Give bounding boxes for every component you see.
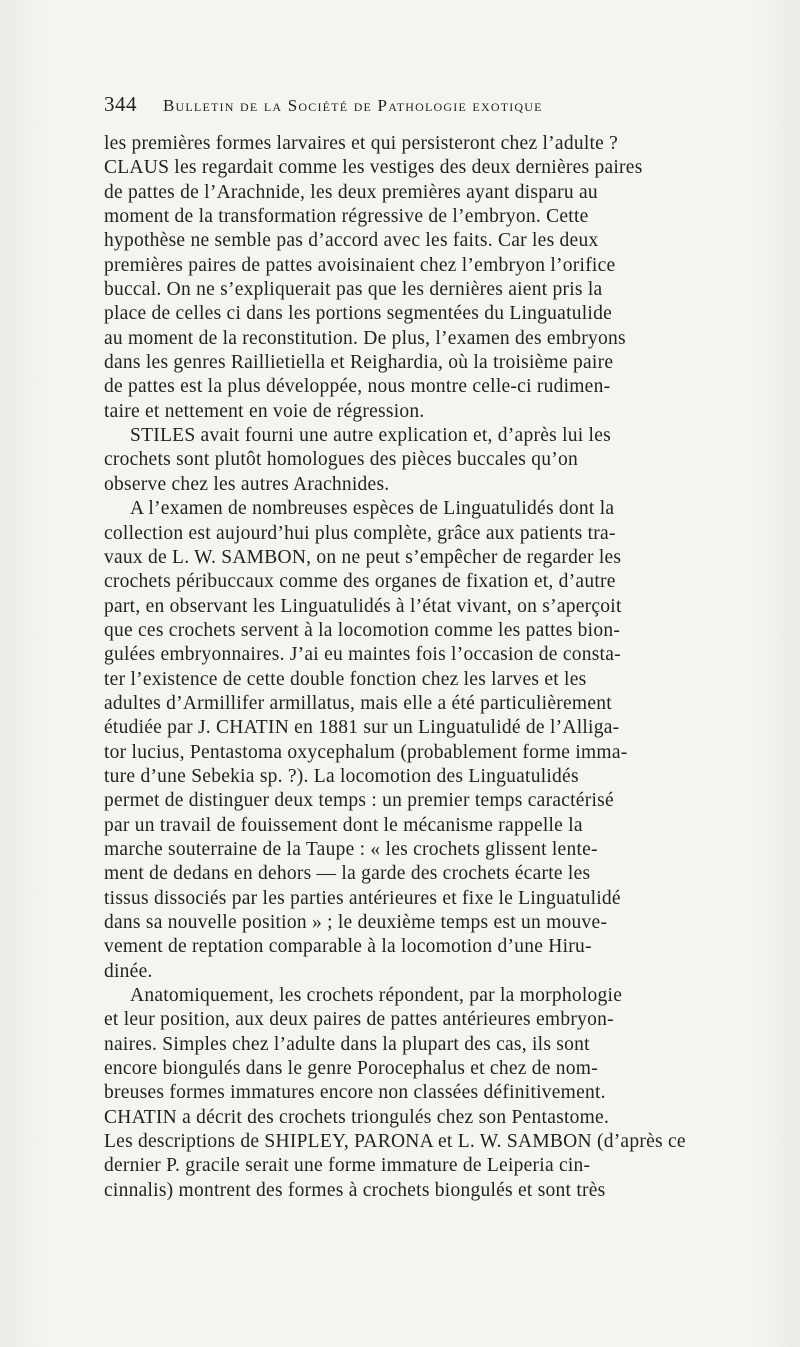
text-line: naires. Simples chez l’adulte dans la plupart des cas, ils sont	[104, 1033, 590, 1055]
body-text	[104, 132, 755, 1262]
text-line: gulées embryonnaires. J’ai eu maintes fois l’occasion de consta-	[104, 644, 621, 666]
text-line: taire et nettement en voie de régression.	[104, 400, 425, 422]
text-line: crochets sont plutôt homologues des pièces buccales qu’on	[104, 449, 579, 471]
text-line: crochets péribuccaux comme des organes de fixation et, d’autre	[104, 571, 616, 593]
text-line: CLAUS les regardait comme les vestiges des deux dernières paires	[104, 157, 643, 179]
text-line: encore biongulés dans le genre Porocephalus et chez de nom-	[104, 1058, 598, 1080]
text-line: vement de reptation comparable à la locomotion d’une Hiru-	[104, 936, 592, 958]
paragraph-examen	[104, 497, 755, 984]
page-header	[104, 92, 744, 126]
text-line: dernier P. gracile serait une forme immature de Leiperia cin-	[104, 1155, 591, 1177]
text-line: Les descriptions de SHIPLEY, PARONA et L. W. SAMBON (d’après ce	[104, 1131, 686, 1153]
text-line: ment de dedans en dehors — la garde des crochets écarte les	[104, 863, 591, 885]
text-line: place de celles ci dans les portions segmentées du Linguatulide	[104, 303, 612, 325]
text-line: par un travail de fouissement dont le mécanisme rappelle la	[104, 814, 583, 836]
text-line: hypothèse ne semble pas d’accord avec les faits. Car les deux	[104, 230, 599, 252]
text-line: tor lucius, Pentastoma oxycephalum (probablement forme imma-	[104, 741, 628, 763]
text-line: tissus dissociés par les parties antérieures et fixe le Linguatulidé	[104, 887, 621, 909]
text-line: que ces crochets servent à la locomotion comme les pattes bion-	[104, 619, 621, 641]
paragraph-anatomie	[104, 984, 755, 1203]
text-line: Anatomiquement, les crochets répondent, par la morphologie	[130, 985, 623, 1007]
text-line: ture d’une Sebekia sp. ?). La locomotion des Linguatulidés	[104, 765, 579, 787]
paragraph-claus	[104, 132, 755, 424]
text-line: collection est aujourd’hui plus complète, grâce aux patients tra-	[104, 522, 616, 544]
text-line: au moment de la reconstitution. De plus, l’examen des embryons	[104, 327, 626, 349]
text-line: ter l’existence de cette double fonction chez les larves et les	[104, 668, 587, 690]
text-line: de pattes est la plus développée, nous montre celle-ci rudimen-	[104, 376, 611, 398]
text-line: marche souterraine de la Taupe : « les crochets glissent lente-	[104, 838, 598, 860]
text-line: de pattes de l’Arachnide, les deux premières ayant disparu au	[104, 181, 598, 203]
text-line: et leur position, aux deux paires de pattes antérieures embryon-	[104, 1009, 614, 1031]
text-line: A l’examen de nombreuses espèces de Linguatulidés dont la	[130, 498, 615, 520]
text-line: dans les genres Raillietiella et Reighardia, où la troisième paire	[104, 352, 614, 374]
text-line: cinnalis) montrent des formes à crochets biongulés et sont très	[104, 1179, 606, 1201]
text-line: buccal. On ne s’expliquerait pas que les dernières aient pris la	[104, 279, 603, 301]
text-line: part, en observant les Linguatulidés à l’état vivant, on s’aperçoit	[104, 595, 622, 617]
text-line: vaux de L. W. SAMBON, on ne peut s’empêcher de regarder les	[104, 546, 622, 568]
text-line: adultes d’Armillifer armillatus, mais elle a été particulièrement	[104, 692, 612, 714]
running-title: Bulletin de la Société de Pathologie exotique	[163, 96, 543, 115]
text-line: dans sa nouvelle position » ; le deuxième temps est un mouve-	[104, 912, 608, 933]
text-line: étudiée par J. CHATIN en 1881 sur un Linguatulidé de l’Alliga-	[104, 717, 620, 739]
text-line: STILES avait fourni une autre explication et, d’après lui les	[130, 425, 611, 447]
text-line: observe chez les autres Arachnides.	[104, 473, 390, 495]
text-line: les premières formes larvaires et qui persisteront chez l’adulte ?	[104, 133, 619, 154]
paragraph-stiles	[104, 424, 755, 497]
text-line: premières paires de pattes avoisinaient chez l’embryon l’orifice	[104, 254, 616, 276]
text-line: CHATIN a décrit des crochets triongulés chez son Pentastome.	[104, 1106, 610, 1128]
text-line: permet de distinguer deux temps : un premier temps caractérisé	[104, 790, 614, 812]
page-number: 344	[104, 92, 137, 116]
text-line: moment de la transformation régressive de l’embryon. Cette	[104, 206, 589, 228]
text-line: dinée.	[104, 960, 153, 982]
text-line: breuses formes immatures encore non classées définitivement.	[104, 1082, 606, 1104]
